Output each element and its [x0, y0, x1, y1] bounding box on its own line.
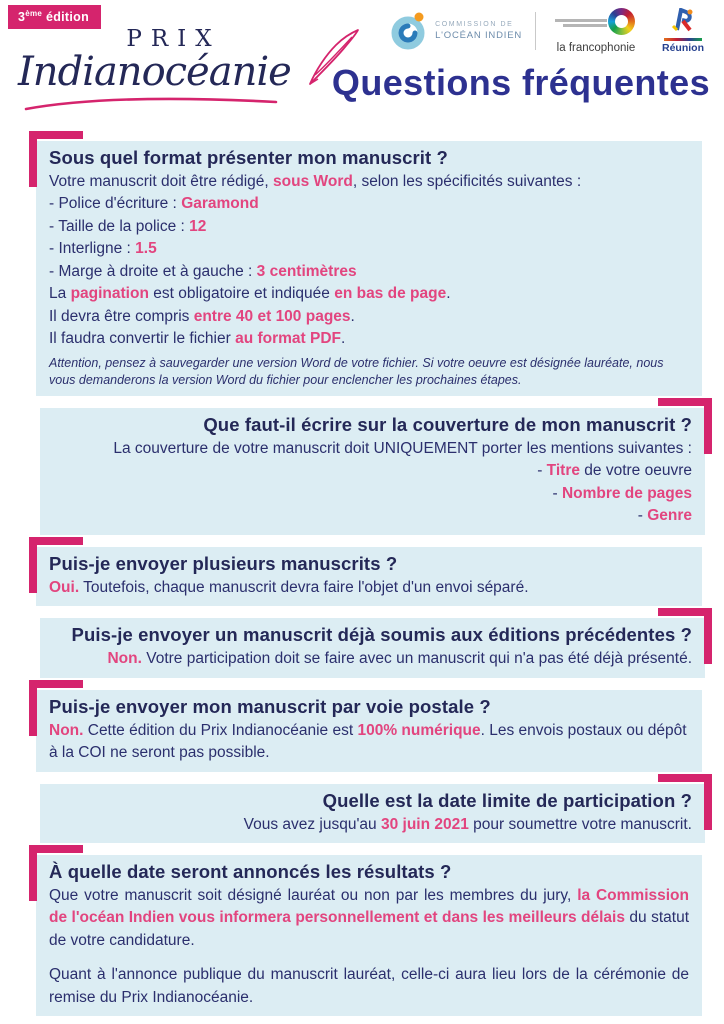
text: du statut de votre candidature.	[49, 909, 690, 949]
faq-question: Sous quel format présenter mon manuscrit ?	[49, 147, 448, 168]
text: Vous avez jusqu'au	[243, 815, 381, 833]
highlight-text: Garamond	[181, 195, 259, 213]
faq-answer-line	[49, 261, 689, 283]
faq-answer	[53, 814, 692, 836]
brand-name-text: Indianocéanie	[18, 49, 291, 95]
edition-number: 3	[18, 10, 26, 25]
reunion-r-icon	[670, 8, 696, 32]
faq-block	[40, 618, 705, 677]
highlight-text: la Commission de l'océan Indien vous informera personnellement et dans les meilleurs délais	[49, 886, 689, 927]
coi-swirl-icon	[387, 10, 429, 52]
faq-answer-line	[49, 306, 689, 328]
faq-answer-line	[49, 328, 689, 350]
text: .	[446, 285, 451, 303]
text: - Marge à droite et à gauche :	[49, 262, 257, 280]
highlight-text: Nombre de pages	[561, 484, 692, 502]
text: Votre manuscrit doit être rédigé,	[49, 173, 274, 190]
partner-logos	[387, 8, 710, 54]
corner-bracket	[29, 845, 83, 901]
text: - Interligne :	[49, 240, 136, 258]
faq-answer-line	[53, 648, 692, 670]
faq-question: Puis-je envoyer un manuscrit déjà soumis aux éditions précédentes ?	[71, 624, 692, 646]
text: , selon les spécificités suivantes :	[352, 173, 582, 190]
text: est obligatoire et indiquée	[148, 285, 335, 303]
coi-line2: L'OCÉAN INDIEN	[435, 30, 522, 41]
reunion-label: Réunion	[662, 42, 704, 54]
faq-answer-line	[53, 814, 692, 836]
coi-line1: COMMISSION DE	[435, 21, 514, 28]
text: -	[637, 507, 648, 525]
highlight-text: sous Word	[273, 173, 353, 190]
text: La	[49, 285, 71, 303]
faq-block	[40, 784, 705, 843]
francophonie-label: la francophonie	[556, 42, 636, 54]
faq-block	[40, 408, 705, 535]
reunion-color-bar	[664, 38, 702, 41]
corner-bracket	[29, 131, 83, 187]
text: pour soumettre votre manuscrit.	[468, 815, 692, 833]
faq-question: Puis-je envoyer plusieurs manuscrits ?	[49, 552, 398, 574]
faq-answer-line	[49, 577, 689, 599]
coi-wordmark	[435, 21, 522, 41]
faq-answer	[53, 438, 692, 528]
faq-list	[0, 126, 724, 1016]
highlight-text: Non.	[107, 650, 142, 668]
highlight-text: 1.5	[135, 240, 157, 258]
text: La couverture de votre manuscrit doit UNIQUEMENT porter les mentions suivantes :	[113, 439, 692, 457]
text: Toutefois, chaque manuscrit devra faire l'objet d'un envoi séparé.	[79, 578, 529, 596]
text: Quant à l'annonce publique du manuscrit lauréat, celle-ci aura lieu lors de la cérémonie de remise du Prix Indianocéanie.	[49, 966, 689, 1006]
faq-block	[36, 855, 702, 1016]
faq-answer-line	[53, 460, 692, 482]
page-title: Questions fréquentes	[331, 62, 710, 103]
text: Votre participation doit se faire avec un manuscrit qui n'a pas été déjà présenté.	[141, 650, 692, 668]
faq-answer-line	[49, 193, 689, 215]
header	[0, 0, 724, 126]
corner-bracket	[658, 774, 712, 830]
faq-answer	[49, 171, 689, 389]
faq-answer-line	[49, 238, 689, 260]
faq-question: À quelle date seront annoncés les résultats ?	[49, 860, 452, 882]
text: -	[552, 484, 562, 502]
faq-answer	[49, 577, 689, 599]
text: -	[537, 462, 547, 480]
text: Que votre manuscrit soit désigné lauréat ou non par les membres du jury,	[49, 886, 578, 904]
text: Cette édition du Prix Indianocéanie est	[83, 721, 358, 739]
faq-answer-line	[49, 355, 689, 389]
corner-bracket	[29, 680, 83, 736]
faq-answer	[49, 720, 689, 765]
highlight-text: entre 40 et 100 pages	[193, 307, 351, 325]
highlight-text: au format PDF	[235, 330, 342, 348]
francophonie-ring-icon	[608, 8, 635, 35]
faq-answer-line	[49, 885, 689, 952]
text: .	[341, 330, 346, 348]
text: de votre oeuvre	[579, 462, 692, 480]
logo-divider	[535, 12, 536, 50]
faq-answer-line	[49, 964, 689, 1009]
brand-prix-text: PRIX	[126, 26, 221, 52]
faq-answer	[49, 885, 689, 1009]
underline-swoosh	[22, 94, 280, 112]
text: .	[350, 307, 355, 325]
highlight-text: pagination	[70, 285, 149, 303]
edition-word: édition	[45, 10, 90, 25]
highlight-text: 30 juin 2021	[380, 815, 469, 833]
faq-answer	[53, 648, 692, 670]
francophonie-logo	[549, 8, 643, 54]
highlight-text: Non.	[49, 721, 84, 739]
text: - Police d'écriture :	[49, 195, 182, 213]
francophonie-small-text	[555, 19, 607, 29]
highlight-text: Genre	[647, 507, 692, 525]
corner-bracket	[29, 537, 83, 593]
faq-answer-line	[53, 483, 692, 505]
faq-answer-line	[49, 283, 689, 305]
text: - Taille de la police :	[49, 217, 190, 235]
faq-question: Puis-je envoyer mon manuscrit par voie postale ?	[49, 695, 491, 717]
text: Attention, pensez à sauvegarder une version Word de votre fichier. Si votre oeuvre est désignée lauréate, nous vous demanderons la version Word du fichier pour enclencher les prochaines étapes.	[49, 355, 664, 387]
coi-logo	[387, 10, 522, 52]
faq-block	[36, 141, 702, 396]
faq-question: Quelle est la date limite de participation ?	[322, 789, 692, 811]
prix-indianoceanie-logo	[18, 26, 320, 112]
highlight-text: 12	[189, 217, 207, 235]
highlight-text: 3 centimètres	[256, 262, 357, 280]
highlight-text: Oui.	[49, 578, 80, 596]
highlight-text: en bas de page	[334, 285, 447, 303]
highlight-text: Titre	[546, 462, 580, 480]
edition-sup: ème	[25, 9, 43, 18]
faq-answer-line	[49, 171, 689, 193]
corner-bracket	[658, 398, 712, 454]
faq-answer-line	[53, 505, 692, 527]
text: Il devra être compris	[49, 307, 194, 325]
faq-question: Que faut-il écrire sur la couverture de mon manuscrit ?	[203, 413, 692, 435]
region-reunion-logo	[656, 8, 710, 54]
faq-block	[36, 690, 702, 772]
faq-answer-line	[49, 720, 689, 765]
faq-answer-line	[49, 216, 689, 238]
text: Il faudra convertir le fichier	[49, 330, 236, 348]
corner-bracket	[658, 608, 712, 664]
text: . Les envois postaux ou dépôt à la COI ne seront pas possible.	[49, 721, 687, 762]
faq-answer-line	[53, 438, 692, 460]
faq-block	[36, 547, 702, 606]
highlight-text: 100% numérique	[357, 721, 481, 739]
